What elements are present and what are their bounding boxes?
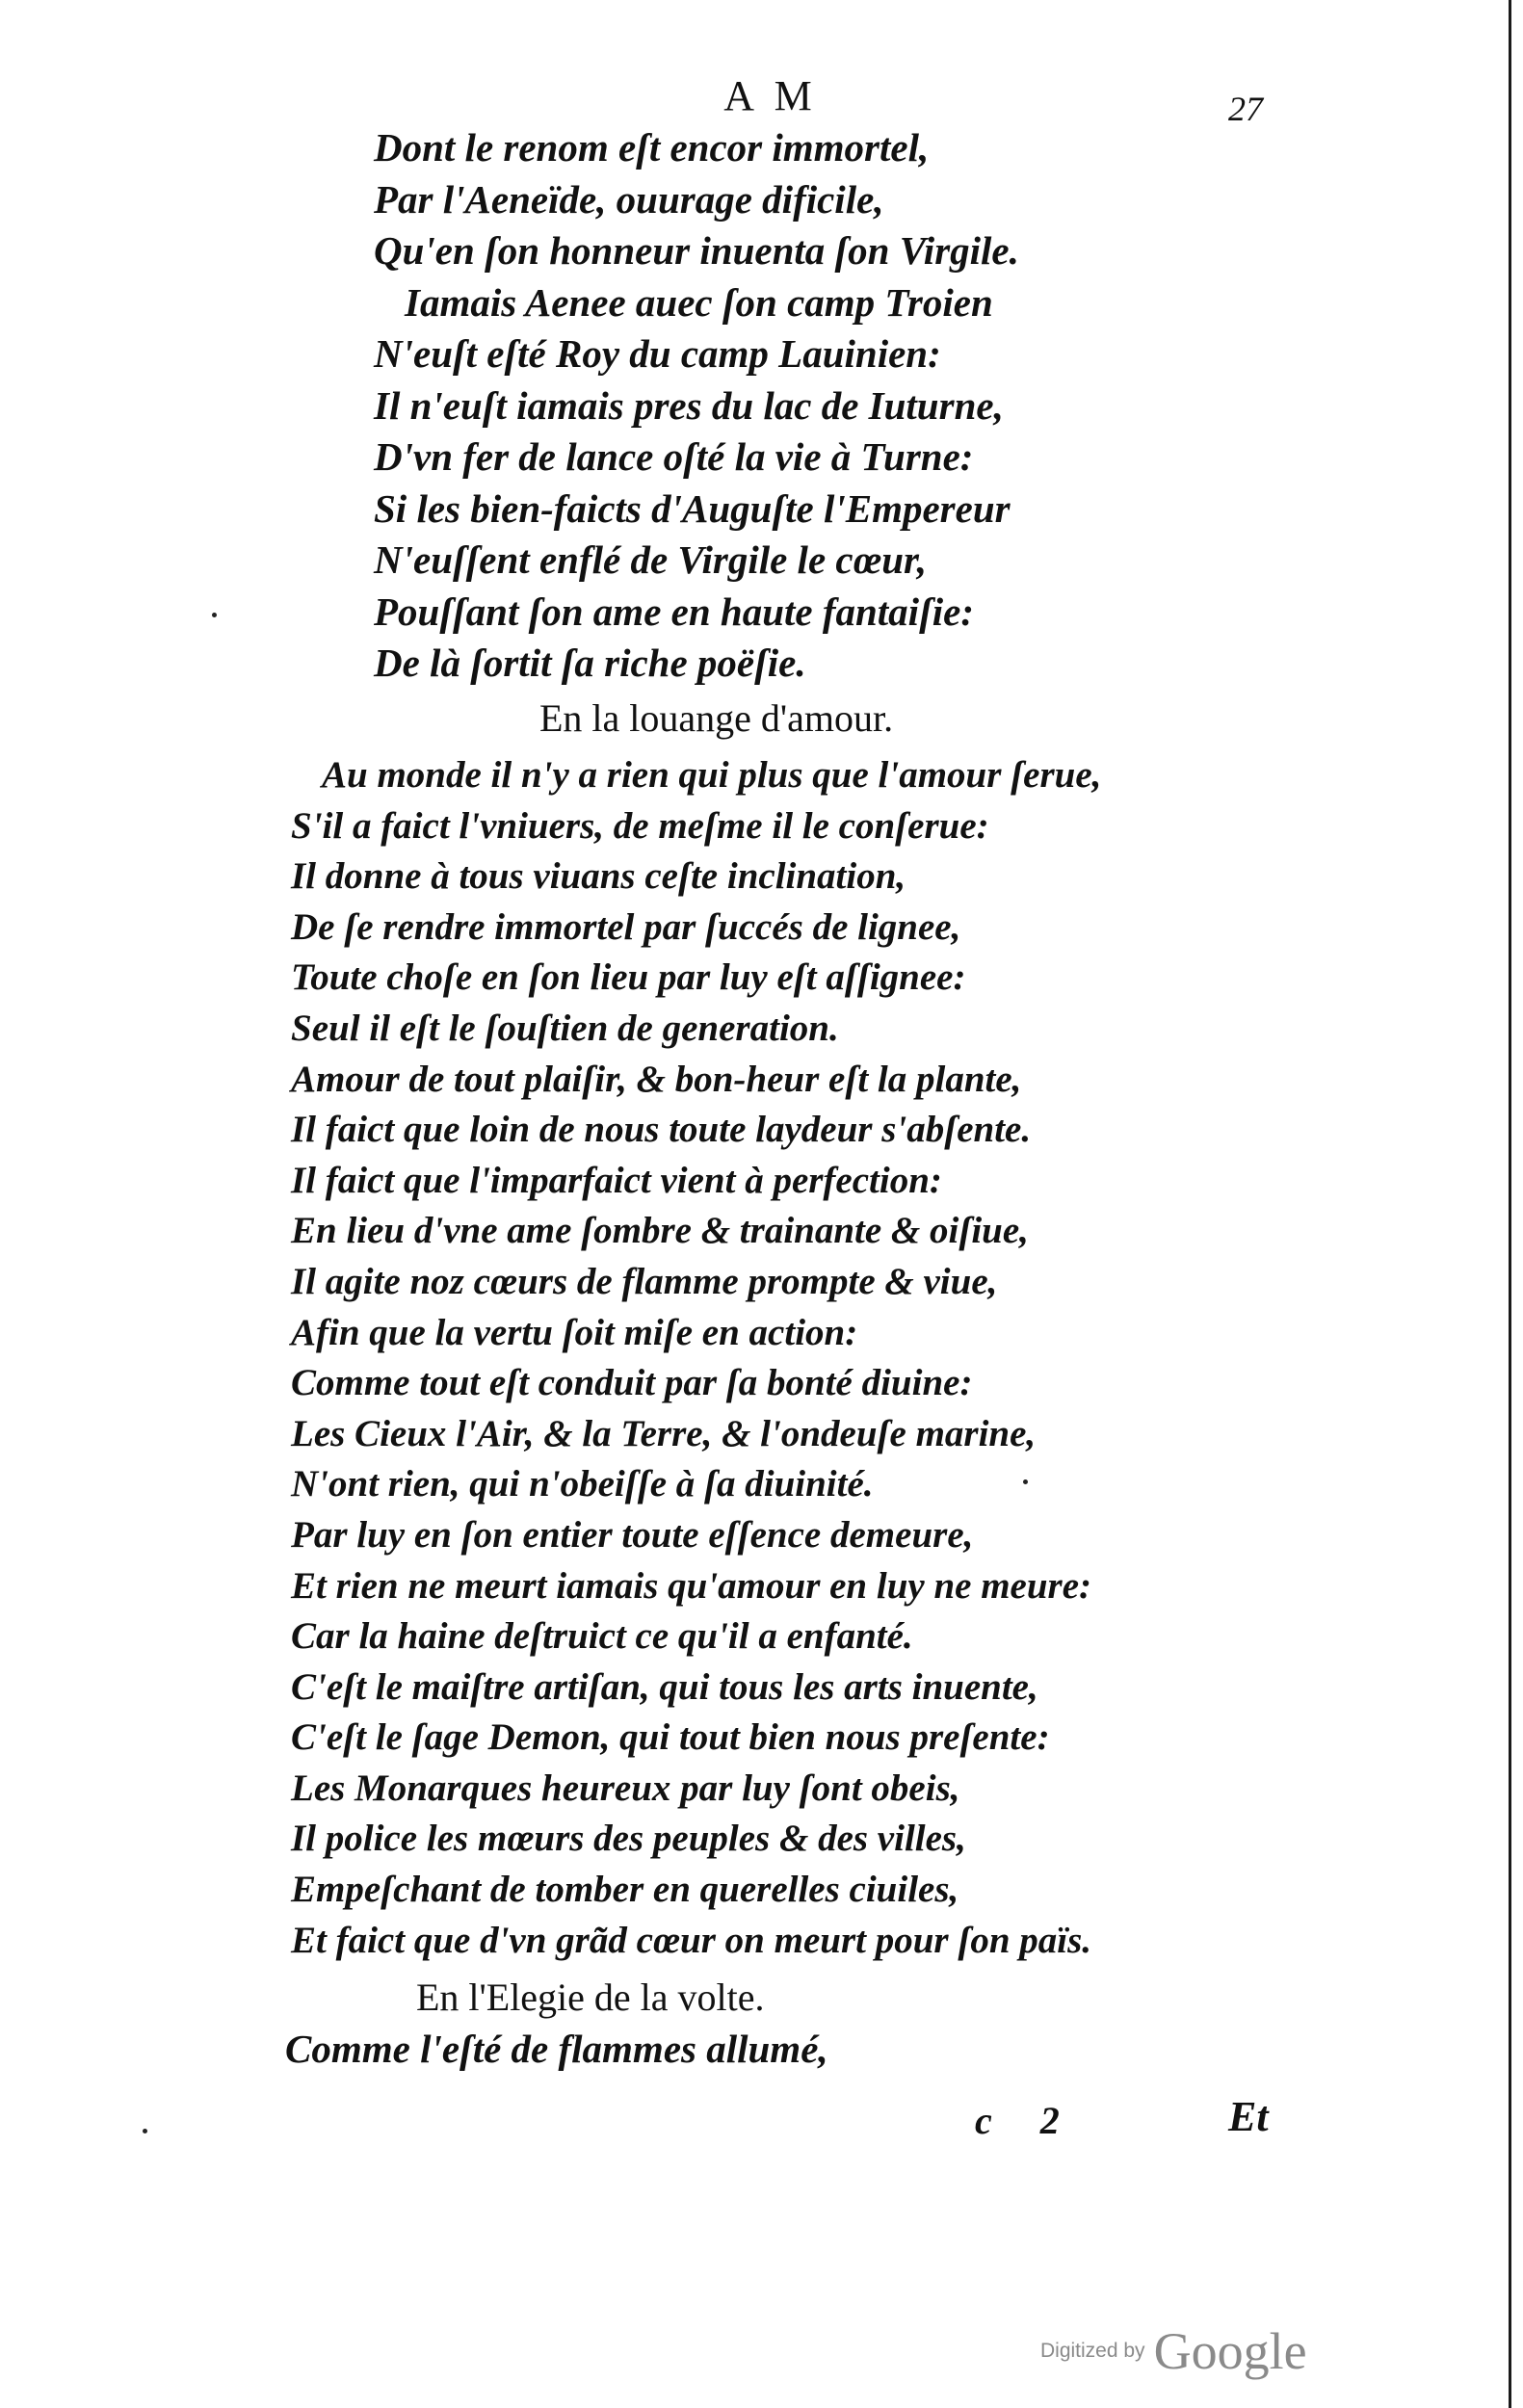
verse-line: Dont le renom eſt encor immortel, bbox=[374, 125, 930, 170]
verse-line: Seul il eſt le ſouſtien de generation. bbox=[291, 1007, 839, 1049]
page-number: 27 bbox=[1228, 90, 1263, 128]
verse-block-amour bbox=[291, 750, 1101, 1966]
verse-line: Qu'en ſon honneur inuenta ſon Virgile. bbox=[374, 228, 1019, 273]
verse-line: Les Cieux l'Air, & la Terre, & l'ondeuſe marine, bbox=[291, 1412, 1037, 1454]
section-heading-louange: En la louange d'amour. bbox=[539, 696, 894, 740]
verse-line: Et rien ne meurt iamais qu'amour en luy ne meure: bbox=[291, 1564, 1092, 1607]
verse-line: Empeſchant de tomber en querelles ciuiles, bbox=[291, 1869, 959, 1911]
page-edge-shadow bbox=[1509, 0, 1511, 2408]
verse-line: Et faict que d'vn grãd cœur on meurt pour ſon païs. bbox=[291, 1919, 1092, 1961]
verse-line: N'euſt eſté Roy du camp Lauinien: bbox=[374, 331, 941, 376]
google-logo: Google bbox=[1153, 2322, 1307, 2380]
running-head: A M bbox=[723, 72, 818, 119]
verse-line: Au monde il n'y a rien qui plus que l'amour ſerue, bbox=[322, 754, 1102, 796]
verse-line: Il donne à tous viuans ceſte inclination, bbox=[291, 855, 906, 898]
verse-line: Si les bien-faicts d'Auguſte l'Empereur bbox=[374, 485, 1011, 531]
signature-mark: c 2 bbox=[975, 2099, 1079, 2142]
verse-line: Par luy en ſon entier toute eſſence demeure, bbox=[291, 1513, 974, 1556]
verse-block-virgile bbox=[374, 122, 1019, 690]
verse-line: S'il a faict l'vniuers, de meſme il le conſerue: bbox=[291, 804, 989, 847]
verse-line: Comme l'eſté de flammes allumé, bbox=[285, 2027, 828, 2071]
verse-line: Par l'Aeneïde, ouurage dificile, bbox=[374, 176, 884, 222]
verse-line: En lieu d'vne ame ſombre & trainante & oiſiue, bbox=[291, 1210, 1029, 1252]
catchword: Et bbox=[1228, 2093, 1269, 2140]
verse-line: D'vn fer de lance oſté la vie à Turne: bbox=[374, 434, 974, 479]
verse-line: Il faict que loin de nous toute laydeur s'abſente. bbox=[291, 1109, 1032, 1151]
verse-line: Pouſſant ſon ame en haute fantaiſie: bbox=[374, 589, 974, 634]
verse-line: Iamais Aenee auec ſon camp Troien bbox=[405, 279, 993, 325]
verse-line: Car la haine deſtruict ce qu'il a enfanté. bbox=[291, 1615, 913, 1658]
verse-line: Afin que la vertu ſoit miſe en action: bbox=[291, 1311, 858, 1353]
verse-line: De ſe rendre immortel par ſuccés de lignee, bbox=[291, 905, 961, 948]
verse-block-volte bbox=[285, 2024, 828, 2076]
verse-line: C'eſt le maiſtre artiſan, qui tous les arts inuente, bbox=[291, 1665, 1038, 1708]
verse-line: Comme tout eſt conduit par ſa bonté diuine: bbox=[291, 1362, 973, 1404]
ink-speck bbox=[212, 613, 217, 617]
section-heading-volte: En l'Elegie de la volte. bbox=[416, 1976, 765, 2019]
digitized-watermark bbox=[1040, 2321, 1307, 2381]
verse-line: N'euſſent enflé de Virgile le cœur, bbox=[374, 537, 927, 582]
verse-line: Amour de tout plaiſir, & bon-heur eſt la plante, bbox=[291, 1058, 1022, 1100]
verse-line: Il n'euſt iamais pres du lac de Iuturne, bbox=[374, 382, 1004, 428]
ink-speck bbox=[143, 2129, 147, 2133]
ink-speck bbox=[1023, 1479, 1028, 1484]
verse-line: N'ont rien, qui n'obeiſſe à ſa diuinité. bbox=[291, 1463, 874, 1505]
verse-line: Toute choſe en ſon lieu par luy eſt aſſignee: bbox=[291, 956, 966, 999]
verse-line: Il police les mœurs des peuples & des villes, bbox=[291, 1818, 966, 1860]
digitized-label: Digitized by bbox=[1040, 2340, 1145, 2362]
verse-line: Les Monarques heureux par luy ſont obeis, bbox=[291, 1767, 960, 1809]
verse-line: Il agite noz cœurs de flamme prompte & viue, bbox=[291, 1260, 998, 1302]
verse-line: De là ſortit ſa riche poëſie. bbox=[374, 641, 806, 685]
verse-line: C'eſt le ſage Demon, qui tout bien nous preſente: bbox=[291, 1716, 1050, 1759]
verse-line: Il faict que l'imparfaict vient à perfection: bbox=[291, 1159, 942, 1201]
